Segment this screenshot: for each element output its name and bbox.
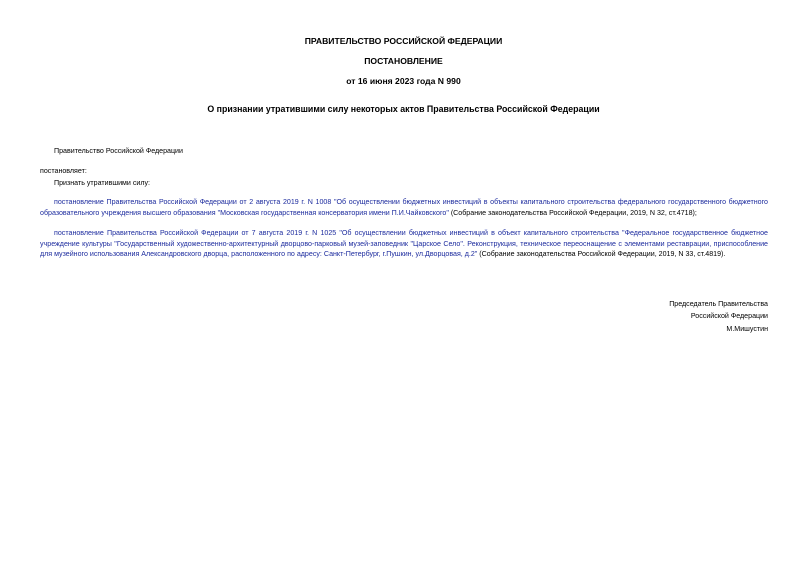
source-reference: (Собрание законодательства Российской Федерации, 2019, N 33, ст.4819). <box>477 250 726 259</box>
signature-name: М.Мишустин <box>726 324 768 333</box>
decree-link[interactable]: постановление Правительства Российской Федерации от 2 августа 2019 г. N 1008 "Об осуществлении бюджетных инвестиций в объекты капитального строительства федерального государственного бюджетного образовательного учреждения высшего образования "Московская государственная консерватория имени П.И.Чайковского" <box>40 198 768 217</box>
intro-text: Правительство Российской Федерации <box>54 147 183 155</box>
recognize-text: Признать утратившими силу: <box>54 179 151 187</box>
list-item <box>40 197 768 218</box>
decrees-text: постановляет: <box>40 167 87 175</box>
signature-block <box>548 298 768 335</box>
list-item <box>40 228 768 260</box>
document-title: О признании утратившими силу некоторых актов Правительства Российской Федерации <box>207 104 600 114</box>
date-number: от 16 июня 2023 года N 990 <box>346 76 461 86</box>
decree-link[interactable]: постановление Правительства Российской Федерации от 7 августа 2019 г. N 1025 "Об осуществлении бюджетных инвестиций в объект капитального строительства "Федеральное государственное бюджетное учреждение культуры "Государственный художественно-архитектурный дворцово-парковый музей-заповедник "Царское Село". Реконструкция, техническое переоснащение с элементами реставрации, приспособление для музейного использования Александровского дворца, расположенного по адресу: Санкт-Петербург, г.Пушкин, ул.Дворцовая, д.2" <box>40 229 768 259</box>
signature-position: Председатель Правительства <box>669 300 768 308</box>
signature-organization: Российской Федерации <box>690 312 768 321</box>
government-heading: ПРАВИТЕЛЬСТВО РОССИЙСКОЙ ФЕДЕРАЦИИ <box>304 36 503 46</box>
document-type: ПОСТАНОВЛЕНИЕ <box>364 56 443 66</box>
source-reference: (Собрание законодательства Российской Федерации, 2019, N 32, ст.4718); <box>448 208 697 217</box>
